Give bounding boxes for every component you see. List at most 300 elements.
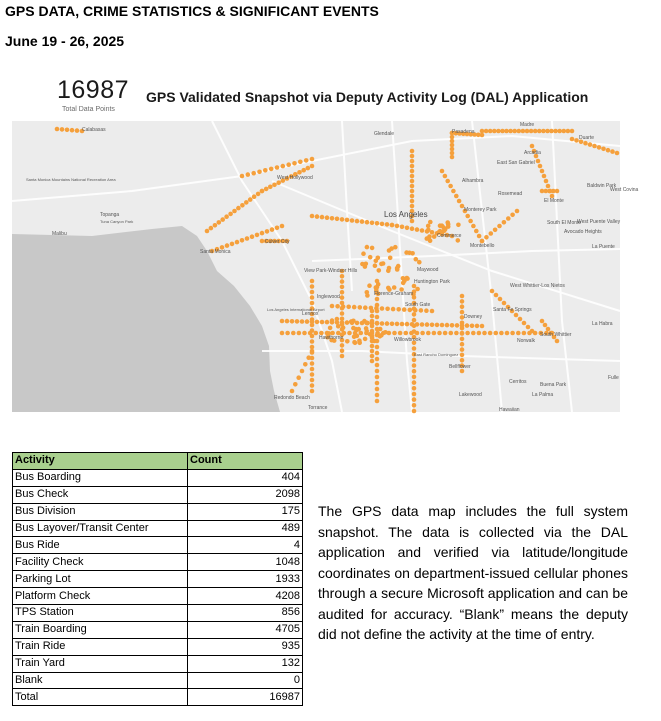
gps-point <box>310 367 315 372</box>
gps-point <box>502 301 507 306</box>
map-label-lakewood: Lakewood <box>459 392 482 398</box>
map-label-santa-fe-springs: Santa Fe Springs <box>493 307 532 313</box>
gps-point <box>526 325 531 330</box>
gps-point <box>468 219 473 224</box>
gps-point <box>494 331 499 336</box>
gps-point <box>209 226 214 231</box>
count-cell: 489 <box>188 520 303 537</box>
map-label-commerce: Commerce <box>437 233 462 239</box>
gps-point <box>504 129 509 134</box>
gps-point <box>308 331 313 336</box>
header-activity: Activity <box>13 453 188 470</box>
gps-point <box>375 387 380 392</box>
gps-point <box>310 345 315 350</box>
map-label-avocado-heights: Avocado Heights <box>564 229 602 235</box>
gps-point <box>430 323 435 328</box>
gps-point <box>570 137 575 142</box>
gps-point <box>412 312 417 317</box>
map-label-el-monte: El Monte <box>544 198 564 204</box>
gps-point <box>412 358 417 363</box>
gps-point <box>405 226 410 231</box>
gps-point <box>484 129 489 134</box>
gps-point <box>530 329 535 334</box>
map-label-topanga: Topanga <box>100 212 120 218</box>
gps-point <box>364 326 369 331</box>
gps-point <box>445 323 450 328</box>
gps-point <box>230 242 235 247</box>
map-label-south-el-monte: South El Monte <box>547 220 582 226</box>
gps-point <box>410 154 415 159</box>
gps-point <box>310 164 315 169</box>
gps-point <box>460 347 465 352</box>
gps-point <box>470 324 475 329</box>
gps-point <box>460 321 465 326</box>
gps-point <box>347 331 352 336</box>
gps-point <box>370 329 375 334</box>
gps-point <box>432 331 437 336</box>
gps-point <box>380 222 385 227</box>
gps-point <box>268 185 273 190</box>
gps-point <box>368 255 373 260</box>
gps-point <box>426 331 431 336</box>
gps-point <box>363 305 368 310</box>
gps-point <box>330 318 335 323</box>
gps-point <box>310 290 315 295</box>
gps-point <box>395 224 400 229</box>
gps-point <box>448 184 453 189</box>
gps-point <box>387 266 392 271</box>
gps-point <box>310 389 315 394</box>
gps-point <box>375 369 380 374</box>
gps-point <box>330 216 335 221</box>
gps-point <box>336 324 341 329</box>
gps-point <box>460 304 465 309</box>
gps-point <box>492 129 497 134</box>
map-label-los-angeles: Los Angeles <box>384 210 428 219</box>
gps-point <box>310 320 315 325</box>
table-row <box>13 621 303 638</box>
gps-point <box>370 354 375 359</box>
gps-point <box>380 321 385 326</box>
gps-point <box>75 128 80 133</box>
activity-cell: Train Ride <box>13 638 188 655</box>
gps-point <box>325 320 330 325</box>
count-cell: 4705 <box>188 621 303 638</box>
gps-point <box>351 319 356 324</box>
gps-point <box>352 305 357 310</box>
gps-point <box>506 216 511 221</box>
gps-point <box>490 289 495 294</box>
gps-point <box>375 221 380 226</box>
count-cell: 2098 <box>188 486 303 503</box>
gps-point <box>280 331 285 336</box>
gps-point <box>427 234 432 239</box>
gps-point <box>415 331 420 336</box>
gps-point <box>460 358 465 363</box>
gps-point <box>335 304 340 309</box>
gps-point <box>245 236 250 241</box>
gps-point <box>375 363 380 368</box>
gps-point <box>370 339 375 344</box>
gps-point <box>290 389 295 394</box>
gps-point <box>412 363 417 368</box>
gps-point <box>240 174 245 179</box>
gps-point <box>410 219 415 224</box>
gps-point <box>60 127 65 132</box>
gps-point <box>484 235 489 240</box>
gps-point <box>588 142 593 147</box>
gps-point <box>341 304 346 309</box>
map-label-santa-monica: Santa Monica <box>200 249 231 255</box>
gps-point <box>540 169 545 174</box>
gps-point <box>300 319 305 324</box>
gps-point <box>300 369 305 374</box>
gps-point <box>378 334 383 339</box>
gps-point <box>410 164 415 169</box>
gps-point <box>471 224 476 229</box>
gps-point <box>340 348 345 353</box>
gps-point <box>355 327 360 332</box>
gps-point <box>460 294 465 299</box>
gps-point <box>450 155 455 160</box>
gps-point <box>291 331 296 336</box>
gps-point <box>260 189 265 194</box>
gps-point <box>432 234 437 239</box>
gps-point <box>451 189 456 194</box>
gps-point <box>340 320 345 325</box>
gps-point <box>471 331 476 336</box>
gps-point <box>373 263 378 268</box>
gps-point <box>410 174 415 179</box>
gps-point <box>544 179 549 184</box>
gps-point <box>405 322 410 327</box>
activity-cell: Bus Ride <box>13 537 188 554</box>
gps-point <box>340 354 345 359</box>
gps-point <box>412 346 417 351</box>
gps-point <box>310 383 315 388</box>
gps-point <box>570 129 575 134</box>
gps-point <box>415 322 420 327</box>
gps-point <box>450 135 455 140</box>
table-row <box>13 469 303 486</box>
header-count: Count <box>188 453 303 470</box>
gps-point <box>225 243 230 248</box>
map-label-lax: Los Angeles International Airport <box>267 307 325 312</box>
gps-point <box>375 321 380 326</box>
gps-point <box>370 324 375 329</box>
activity-cell: Train Yard <box>13 655 188 672</box>
map-label-glendale: Glendale <box>374 131 395 137</box>
gps-point <box>385 222 390 227</box>
count-cell: 4 <box>188 537 303 554</box>
gps-point <box>314 331 319 336</box>
gps-point <box>365 245 370 250</box>
gps-point <box>389 246 394 251</box>
gps-point <box>340 279 345 284</box>
gps-point <box>410 179 415 184</box>
gps-point <box>446 224 451 229</box>
gps-point <box>517 129 522 134</box>
gps-point <box>328 326 333 331</box>
map-label-cerritos: Cerritos <box>509 379 527 385</box>
gps-point <box>543 323 548 328</box>
gps-point <box>412 375 417 380</box>
gps-point <box>370 319 375 324</box>
gps-point <box>494 293 499 298</box>
gps-point <box>280 224 285 229</box>
gps-point <box>529 129 534 134</box>
gps-point <box>306 355 311 360</box>
gps-point <box>522 331 527 336</box>
gps-point <box>409 331 414 336</box>
activity-count-table <box>12 452 303 706</box>
map-label-rosemead: Rosemead <box>498 191 523 197</box>
gps-point <box>363 337 368 342</box>
gps-point <box>269 167 274 172</box>
gps-point <box>388 256 393 261</box>
gps-point <box>437 331 442 336</box>
gps-point <box>525 129 530 134</box>
table-row <box>13 520 303 537</box>
map-label-fullerton: Fulle <box>608 375 619 381</box>
gps-point <box>232 209 237 214</box>
map-label-culver-city: Culver City <box>265 239 290 245</box>
total-data-points-value: 16987 <box>57 76 130 104</box>
gps-point <box>499 331 504 336</box>
gps-point <box>346 305 351 310</box>
gps-point <box>251 171 256 176</box>
gps-point <box>375 345 380 350</box>
map-label-east-san-gabriel: East San Gabriel <box>497 160 535 166</box>
gps-point <box>412 403 417 408</box>
gps-point <box>310 214 315 219</box>
gps-point <box>320 215 325 220</box>
gps-point <box>395 267 400 272</box>
gps-point <box>440 323 445 328</box>
gps-point <box>310 295 315 300</box>
gps-point <box>330 304 335 309</box>
gps-point <box>374 306 379 311</box>
gps-point <box>428 238 433 243</box>
gps-point <box>505 331 510 336</box>
gps-point <box>350 218 355 223</box>
gps-point <box>500 129 505 134</box>
map-label-hawthorne: Hawthorne <box>319 335 344 341</box>
map-label-montebello: Montebello <box>470 243 495 249</box>
gps-point <box>370 334 375 339</box>
gps-point <box>270 227 275 232</box>
gps-point <box>341 325 346 330</box>
gps-point <box>272 183 277 188</box>
gps-point <box>400 322 405 327</box>
count-cell: 4208 <box>188 588 303 605</box>
map-description: The GPS data map includes the full system snapshot. The data is collected via the DAL application and verified via latitude/longitude coordinates on department-issued cellular phones through a secure Microsoft application and can be audited for accuracy. “Blank” means the deputy did not define the activity at the time of entry. <box>318 503 628 642</box>
gps-point <box>340 295 345 300</box>
map-label-tuna-canyon: Tuna Canyon Park <box>100 219 134 224</box>
map-label-redondo-beach: Redondo Beach <box>274 395 310 401</box>
gps-point <box>370 309 375 314</box>
total-data-points-label: Total Data Points <box>62 106 115 113</box>
gps-point <box>310 284 315 289</box>
map-label-west-covina: West Covina <box>610 187 639 193</box>
gps-point <box>310 339 315 344</box>
gps-point <box>310 279 315 284</box>
gps-point <box>295 319 300 324</box>
gps-point <box>340 285 345 290</box>
gps-point <box>426 224 431 229</box>
gps-point <box>555 339 560 344</box>
gps-point <box>325 215 330 220</box>
gps-point <box>370 221 375 226</box>
gps-point <box>477 234 482 239</box>
gps-point <box>410 149 415 154</box>
gps-point <box>430 309 435 314</box>
gps-point <box>375 351 380 356</box>
map-label-la-puente: La Puente <box>592 244 615 250</box>
gps-point <box>310 378 315 383</box>
gps-point <box>55 127 60 132</box>
gps-point <box>220 217 225 222</box>
gps-point <box>375 381 380 386</box>
gps-point <box>357 341 362 346</box>
gps-point <box>597 145 602 150</box>
count-cell: 0 <box>188 672 303 689</box>
count-cell: 16987 <box>188 689 303 706</box>
gps-point <box>392 285 397 290</box>
map-label-east-rancho-dominguez: East Rancho Dominguez <box>414 352 459 357</box>
gps-point <box>555 189 560 194</box>
gps-point <box>281 164 286 169</box>
gps-point <box>557 129 562 134</box>
gps-point <box>375 393 380 398</box>
gps-point <box>610 149 615 154</box>
gps-point <box>298 160 303 165</box>
gps-point <box>440 169 445 174</box>
gps-point <box>498 297 503 302</box>
gps-point <box>450 143 455 148</box>
gps-point <box>538 164 543 169</box>
gps-point <box>460 331 465 336</box>
gps-point <box>420 331 425 336</box>
count-cell: 175 <box>188 503 303 520</box>
map-label-calabasas: Calabasas <box>82 127 106 133</box>
map-label-huntington-park: Huntington Park <box>414 279 450 285</box>
gps-point <box>410 322 415 327</box>
gps-point <box>375 375 380 380</box>
gps-point <box>285 331 290 336</box>
gps-point <box>475 324 480 329</box>
gps-point <box>615 151 620 156</box>
gps-point <box>304 158 309 163</box>
gps-point <box>335 217 340 222</box>
gps-point <box>518 317 523 322</box>
gps-point <box>360 219 365 224</box>
gps-point <box>310 349 315 354</box>
gps-point <box>460 342 465 347</box>
gps-point <box>465 214 470 219</box>
gps-point <box>443 174 448 179</box>
gps-point <box>414 257 419 262</box>
gps-point <box>474 229 479 234</box>
count-cell: 132 <box>188 655 303 672</box>
gps-point <box>256 192 261 197</box>
gps-point <box>542 174 547 179</box>
gps-point <box>365 293 370 298</box>
gps-point <box>375 399 380 404</box>
gps-point <box>244 200 249 205</box>
count-cell: 1933 <box>188 571 303 588</box>
gps-point <box>455 323 460 328</box>
gps-point <box>415 227 420 232</box>
map-label-santa-monica-mountains: Santa Monica Mountains National Recreation Area <box>26 177 116 182</box>
report-title: GPS DATA, CRIME STATISTICS & SIGNIFICANT EVENTS <box>5 3 379 19</box>
gps-point <box>420 228 425 233</box>
gps-point <box>488 331 493 336</box>
gps-point <box>292 161 297 166</box>
gps-point <box>450 151 455 156</box>
gps-point <box>454 331 459 336</box>
gps-point <box>502 220 507 225</box>
map-label-west-whittier: West Whittier-Los Nietos <box>510 283 565 289</box>
gps-point <box>480 133 485 138</box>
gps-point <box>375 285 380 290</box>
gps-point <box>65 128 70 133</box>
gps-point <box>410 199 415 204</box>
gps-point <box>488 129 493 134</box>
gps-point <box>290 319 295 324</box>
gps-point <box>293 382 298 387</box>
gps-point <box>424 308 429 313</box>
gps-point <box>515 209 520 214</box>
map-label-west-hollywood: West Hollywood <box>277 175 313 181</box>
gps-point <box>379 262 384 267</box>
gps-point <box>275 226 280 231</box>
report-date-range: June 19 - 26, 2025 <box>5 33 125 49</box>
map-label-view-park: View Park-Windsor Hills <box>304 268 358 274</box>
gps-point <box>285 319 290 324</box>
gps-point <box>310 157 315 162</box>
table-header-row <box>13 453 303 470</box>
gps-point <box>396 307 401 312</box>
gps-point <box>449 331 454 336</box>
gps-point <box>482 331 487 336</box>
gps-point <box>537 129 542 134</box>
gps-point <box>410 194 415 199</box>
count-cell: 1048 <box>188 554 303 571</box>
gps-point <box>365 321 370 326</box>
gps-point <box>533 129 538 134</box>
gps-point <box>410 169 415 174</box>
gps-point <box>380 306 385 311</box>
activity-cell: Bus Division <box>13 503 188 520</box>
gps-point <box>450 147 455 152</box>
map-label-pasadena: Pasadena <box>452 129 475 135</box>
gps-points-map[interactable] <box>12 121 639 413</box>
table-row <box>13 689 303 706</box>
gps-point <box>240 203 245 208</box>
gps-point <box>315 214 320 219</box>
gps-point <box>460 353 465 358</box>
gps-point <box>310 301 315 306</box>
gps-point <box>601 147 606 152</box>
table-row <box>13 503 303 520</box>
gps-point <box>255 233 260 238</box>
gps-point <box>205 229 210 234</box>
gps-point <box>540 319 545 324</box>
gps-point <box>375 297 380 302</box>
gps-point <box>549 129 554 134</box>
gps-point <box>497 224 502 229</box>
